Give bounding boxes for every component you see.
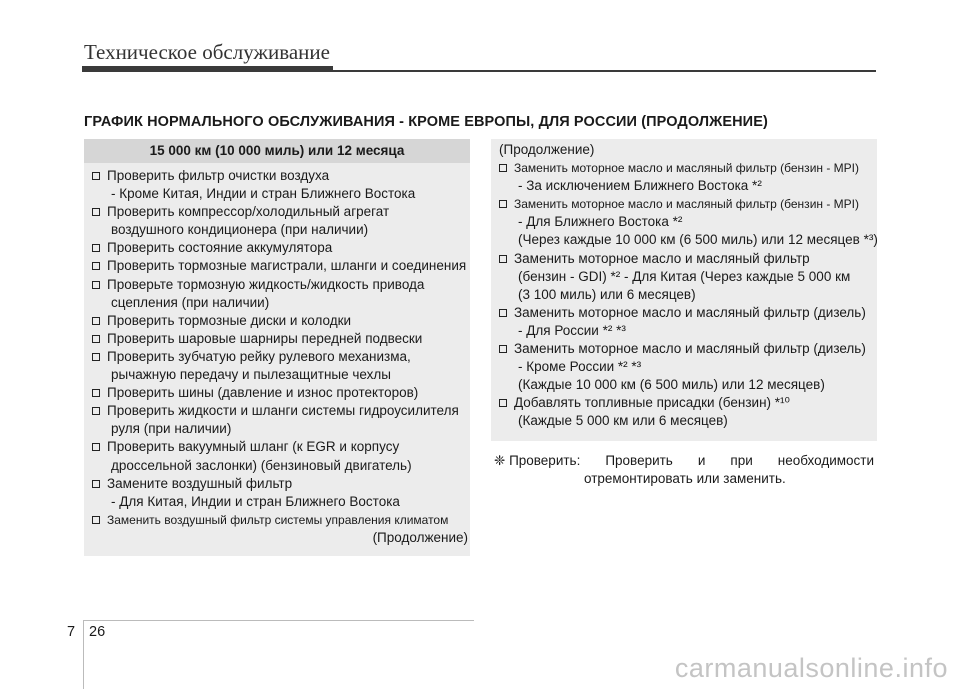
checkbox-icon	[92, 172, 100, 180]
checkbox-icon	[499, 164, 507, 172]
line-text: Проверить компрессор/холодильный агрегат	[107, 204, 390, 220]
checklist-item	[499, 304, 877, 322]
maintenance-panel-right	[491, 139, 877, 441]
inspection-note	[494, 452, 874, 488]
note-row-2: отремонтировать или заменить.	[584, 471, 786, 486]
checkbox-icon	[92, 353, 100, 361]
checklist-item	[92, 402, 470, 420]
checkbox-icon	[92, 389, 100, 397]
line-text: (Каждые 5 000 км или 6 месяцев)	[518, 413, 728, 429]
line-text: - Кроме Китая, Индии и стран Ближнего Востока	[111, 186, 416, 202]
footer-rule	[84, 620, 474, 621]
checklist-item	[499, 340, 877, 358]
line-text: Проверить тормозные магистрали, шланги и соединения	[107, 258, 467, 274]
note-word: при	[730, 453, 753, 468]
checklist-item	[92, 312, 470, 330]
maintenance-list-right	[491, 139, 877, 431]
checklist-text-line	[92, 294, 470, 312]
checklist-text-line	[499, 412, 877, 430]
line-text: руля (при наличии)	[111, 421, 232, 437]
checkbox-icon	[92, 317, 100, 325]
checklist-item	[92, 438, 470, 456]
checkbox-icon	[92, 335, 100, 343]
line-text: - За исключением Ближнего Востока *²	[518, 178, 762, 194]
note-word: и	[697, 453, 706, 468]
checklist-item	[92, 475, 470, 493]
checklist-text-line	[499, 268, 877, 286]
line-text: - Для Ближнего Востока *²	[518, 214, 683, 230]
page-header-title: Техническое обслуживание	[84, 40, 330, 64]
header-rule-thin	[333, 70, 876, 72]
line-text: (бензин - GDI) *² - Для Китая (Через каждые 5 000 км	[518, 268, 851, 284]
line-text: (Каждые 10 000 км (6 500 миль) или 12 месяцев)	[518, 377, 825, 393]
checklist-text-line	[499, 376, 877, 394]
line-text: (3 100 миль) или 6 месяцев)	[518, 286, 696, 302]
checklist-item	[92, 167, 470, 185]
checklist-item	[499, 394, 877, 412]
line-text: воздушного кондиционера (при наличии)	[111, 222, 369, 238]
checkbox-icon	[92, 407, 100, 415]
checklist-text-line	[499, 286, 877, 304]
checklist-item	[92, 384, 470, 402]
checkbox-icon	[92, 516, 100, 524]
checkbox-icon	[499, 255, 507, 263]
line-text: Проверить шаровые шарниры передней подвески	[107, 330, 423, 346]
checklist-text-line	[92, 493, 470, 511]
checklist-text-line	[499, 213, 877, 231]
line-text: рычажную передачу и пылезащитные чехлы	[111, 367, 391, 383]
line-text: - Кроме России *² *³	[518, 359, 642, 375]
line-text: Проверить фильтр очистки воздуха	[107, 168, 330, 183]
line-text: сцепления (при наличии)	[111, 294, 270, 310]
checklist-text-line	[92, 420, 470, 438]
checklist-item	[92, 257, 470, 275]
checkbox-icon	[499, 399, 507, 407]
line-text: Добавлять топливные присадки (бензин) *¹⁰	[514, 395, 790, 411]
checklist-text-line	[499, 141, 877, 159]
line-text: Заменить моторное масло и масляный фильтр (бензин - MPI)	[514, 161, 860, 176]
checklist-item	[92, 511, 470, 529]
checklist-text-line	[92, 221, 470, 239]
checkbox-icon	[499, 200, 507, 208]
note-row-1	[494, 452, 874, 470]
line-text: Проверить вакуумный шланг (к EGR и корпусу	[107, 439, 400, 455]
checkbox-icon	[92, 262, 100, 270]
line-text: Заменить моторное масло и масляный фильтр (бензин - MPI)	[514, 197, 860, 212]
checkbox-icon	[92, 281, 100, 289]
footer-divider	[83, 620, 84, 689]
line-text: (Продолжение)	[372, 529, 468, 545]
checklist-item	[499, 159, 877, 177]
line-text: Заменить воздушный фильтр системы управления климатом	[107, 512, 449, 527]
note-word: Проверить:	[509, 453, 581, 468]
line-text: (Через каждые 10 000 км (6 500 миль) или 12 месяцев *³)	[518, 232, 878, 248]
checklist-item	[92, 348, 470, 366]
note-word: необходимости	[777, 453, 874, 468]
line-text: Проверить состояние аккумулятора	[107, 240, 333, 256]
line-text: Проверьте тормозную жидкость/жидкость привода	[107, 276, 425, 292]
checklist-item	[92, 203, 470, 221]
line-text: дроссельной заслонки) (бензиновый двигатель)	[111, 457, 412, 473]
checklist-text-line	[499, 177, 877, 195]
checkbox-icon	[92, 480, 100, 488]
checkbox-icon	[92, 443, 100, 451]
checklist-text-line	[92, 457, 470, 475]
section-heading: ГРАФИК НОРМАЛЬНОГО ОБСЛУЖИВАНИЯ - КРОМЕ ЕВРОПЫ, ДЛЯ РОССИИ (ПРОДОЛЖЕНИЕ)	[84, 114, 768, 130]
checklist-text-line	[92, 185, 470, 203]
line-text: Проверить жидкости и шланги системы гидроусилителя	[107, 403, 459, 419]
line-text: Заменить моторное масло и масляный фильтр	[514, 250, 810, 266]
line-text: Замените воздушный фильтр	[107, 475, 293, 491]
note-symbol-icon: ❈	[494, 453, 510, 468]
checklist-item	[499, 250, 877, 268]
checklist-text-line	[92, 366, 470, 384]
line-text: (Продолжение)	[499, 142, 595, 157]
checklist-item	[499, 195, 877, 213]
chapter-number: 7	[67, 624, 76, 640]
maintenance-list-left	[84, 163, 470, 547]
note-word: Проверить	[605, 453, 673, 468]
page-number: 26	[89, 624, 106, 640]
line-text: Проверить зубчатую рейку рулевого механизма,	[107, 348, 411, 364]
site-watermark: carmanualsonline.info	[674, 653, 948, 683]
line-text: Проверить тормозные диски и колодки	[107, 312, 352, 328]
checkbox-icon	[92, 244, 100, 252]
line-text: - Для Китая, Индии и стран Ближнего Востока	[111, 493, 400, 509]
checkbox-icon	[499, 309, 507, 317]
maintenance-panel-left	[84, 139, 470, 556]
line-text: Заменить моторное масло и масляный фильтр (дизель)	[514, 304, 866, 320]
line-text: - Для России *² *³	[518, 322, 626, 338]
checkbox-icon	[499, 345, 507, 353]
interval-heading: 15 000 км (10 000 миль) или 12 месяца	[84, 139, 470, 163]
checklist-item	[92, 276, 470, 294]
checklist-text-line	[499, 358, 877, 376]
checkbox-icon	[92, 208, 100, 216]
line-text: Заменить моторное масло и масляный фильтр (дизель)	[514, 341, 866, 357]
checklist-text-line	[92, 529, 470, 547]
checklist-text-line	[499, 322, 877, 340]
checklist-item	[92, 330, 470, 348]
line-text: Проверить шины (давление и износ протекторов)	[107, 385, 419, 401]
header-rule-thick	[82, 66, 333, 72]
checklist-item	[92, 239, 470, 257]
checklist-text-line	[499, 231, 877, 249]
